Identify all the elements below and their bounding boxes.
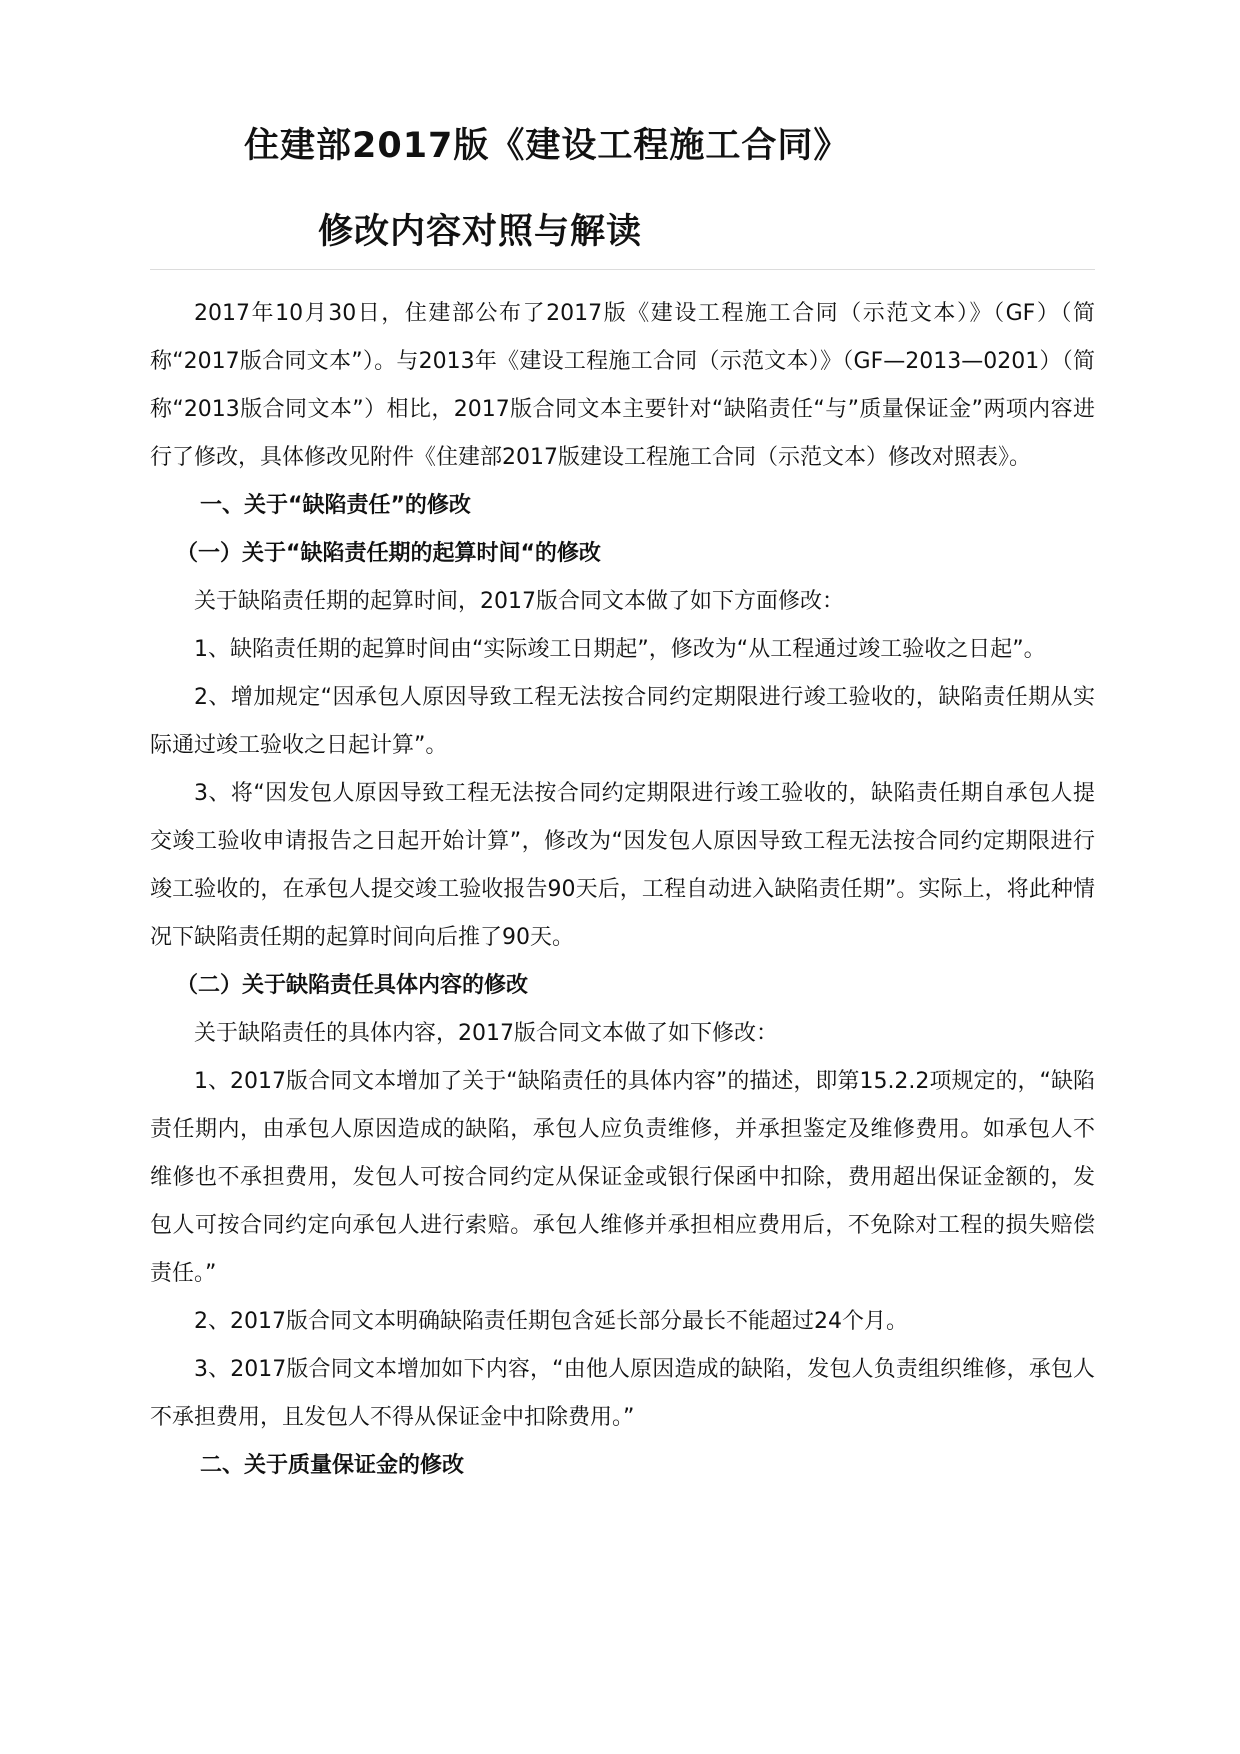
list-item: 1、2017版合同文本增加了关于“缺陷责任的具体内容”的描述，即第15.2.2项规定的，“缺陷责任期内，由承包人原因造成的缺陷，承包人应负责维修，并承担鉴定及维修费用。如承包人不维修也不承担费用，发包人可按合同约定从保证金或银行保函中扣除，费用超出保证金额的，发包人可按合同约定向承包人进行索赔。承包人维修并承担相应费用后，不免除对工程的损失赔偿责任。” <box>150 1069 1095 1286</box>
list-item: 2、增加规定“因承包人原因导致工程无法按合同约定期限进行竣工验收的，缺陷责任期从实际通过竣工验收之日起计算”。 <box>150 685 1095 758</box>
list-item: 2、2017版合同文本明确缺陷责任期包含延长部分最长不能超过24个月。 <box>194 1309 908 1334</box>
list-item: 3、2017版合同文本增加如下内容，“由他人原因造成的缺陷，发包人负责组织维修，承包人不承担费用，且发包人不得从保证金中扣除费用。” <box>150 1357 1095 1430</box>
document-title: 住建部2017版《建设工程施工合同》 <box>244 126 850 166</box>
subsection-heading-start-time: （一）关于“缺陷责任期的起算时间“的修改 <box>176 541 601 566</box>
list-item: 1、缺陷责任期的起算时间由“实际竣工日期起”，修改为“从工程通过竣工验收之日起”。 <box>194 637 1046 662</box>
paragraph: 关于缺陷责任期的起算时间，2017版合同文本做了如下方面修改： <box>194 589 844 614</box>
list-item: 3、将“因发包人原因导致工程无法按合同约定期限进行竣工验收的，缺陷责任期自承包人提交竣工验收申请报告之日起开始计算”，修改为“因发包人原因导致工程无法按合同约定期限进行竣工验收的，在承包人提交竣工验收报告90天后，工程自动进入缺陷责任期”。实际上，将此种情况下缺陷责任期的起算时间向后推了90天。 <box>150 781 1095 950</box>
subsection-heading-specific-content: （二）关于缺陷责任具体内容的修改 <box>176 973 529 998</box>
paragraph: 关于缺陷责任的具体内容，2017版合同文本做了如下修改： <box>194 1021 778 1046</box>
section-heading-quality-deposit: 二、关于质量保证金的修改 <box>200 1453 465 1478</box>
document-body <box>150 290 1095 1490</box>
intro-paragraph: 2017年10月30日，住建部公布了2017版《建设工程施工合同（示范文本）》（GF）（简称“2017版合同文本”）。与2013年《建设工程施工合同（示范文本）》（GF—2013—0201）（简称“2013版合同文本”）相比，2017版合同文本主要针对“缺陷责任“与”质量保证金”两项内容进行了修改，具体修改见附件《住建部2017版建设工程施工合同（示范文本）修改对照表》。 <box>150 301 1095 470</box>
document-subtitle: 修改内容对照与解读 <box>318 212 643 252</box>
section-heading-defect-liability: 一、关于“缺陷责任”的修改 <box>200 493 471 518</box>
title-divider <box>150 269 1095 270</box>
